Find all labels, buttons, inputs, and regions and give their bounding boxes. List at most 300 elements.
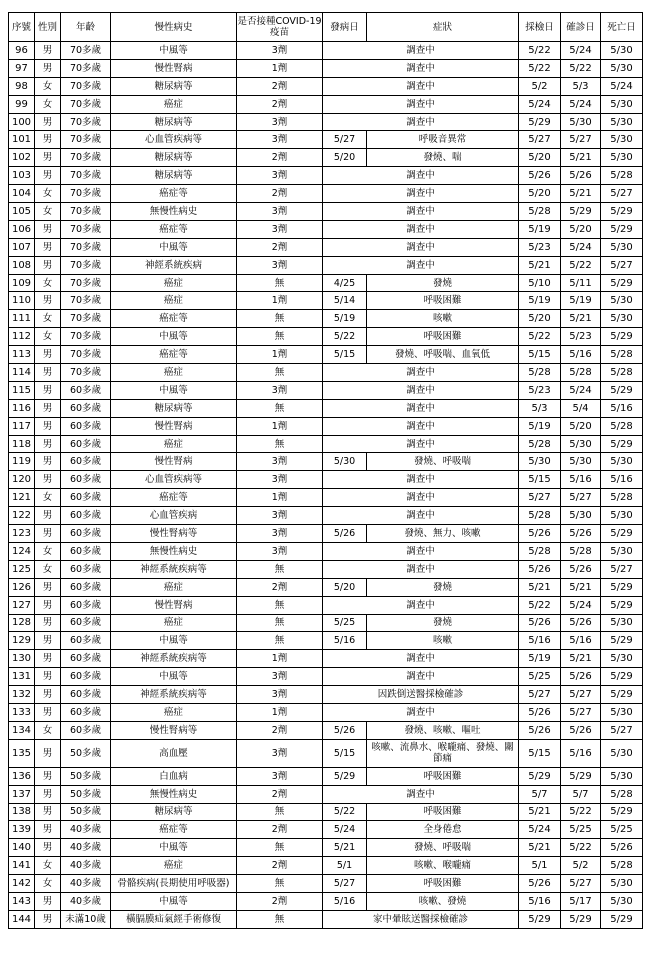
cell-vaccine: 2劑 — [237, 857, 323, 875]
cell-onset: 5/27 — [323, 131, 367, 149]
cell-onset: 5/26 — [323, 721, 367, 739]
cell-diagnosis: 5/22 — [561, 803, 601, 821]
cell-index: 135 — [9, 739, 35, 767]
cell-history: 中風等 — [111, 328, 237, 346]
cell-sex: 男 — [35, 767, 61, 785]
cell-sampling: 5/19 — [519, 220, 561, 238]
cell-diagnosis: 5/7 — [561, 785, 601, 803]
cell-death: 5/29 — [601, 578, 643, 596]
cell-sex: 女 — [35, 77, 61, 95]
cell-sampling: 5/26 — [519, 167, 561, 185]
cell-diagnosis: 5/30 — [561, 113, 601, 131]
cell-diagnosis: 5/26 — [561, 560, 601, 578]
cell-sampling: 5/27 — [519, 686, 561, 704]
table-row — [9, 560, 643, 578]
header-cell-age: 年齡 — [61, 13, 111, 42]
cell-symptoms: 咳嗽、流鼻水、喉嚨痛、發燒、關節痛 — [367, 739, 519, 767]
table-row — [9, 131, 643, 149]
cell-sex: 女 — [35, 310, 61, 328]
cell-vaccine: 3劑 — [237, 42, 323, 60]
cell-age: 40多歲 — [61, 839, 111, 857]
cell-diagnosis: 5/4 — [561, 399, 601, 417]
cell-age: 60多歲 — [61, 596, 111, 614]
cell-sex: 男 — [35, 785, 61, 803]
cell-symptoms: 調查中 — [323, 238, 519, 256]
cell-symptoms: 呼吸困難 — [367, 803, 519, 821]
cell-sex: 男 — [35, 650, 61, 668]
cell-diagnosis: 5/16 — [561, 346, 601, 364]
table-row — [9, 113, 643, 131]
table-row — [9, 650, 643, 668]
cell-sampling: 5/22 — [519, 42, 561, 60]
cell-onset: 5/29 — [323, 767, 367, 785]
cell-history: 神經系統疾病等 — [111, 686, 237, 704]
cell-vaccine: 3劑 — [237, 381, 323, 399]
cell-death: 5/28 — [601, 167, 643, 185]
cell-history: 慢性腎病 — [111, 453, 237, 471]
cell-index: 125 — [9, 560, 35, 578]
cell-history: 癌症 — [111, 292, 237, 310]
cell-sex: 男 — [35, 346, 61, 364]
table-row — [9, 668, 643, 686]
cell-age: 70多歲 — [61, 292, 111, 310]
cell-sampling: 5/29 — [519, 767, 561, 785]
cell-death: 5/28 — [601, 785, 643, 803]
table-row — [9, 364, 643, 382]
cell-sampling: 5/20 — [519, 149, 561, 167]
table-row — [9, 453, 643, 471]
cell-death: 5/29 — [601, 203, 643, 221]
cell-age: 70多歲 — [61, 364, 111, 382]
table-row — [9, 203, 643, 221]
cell-death: 5/29 — [601, 596, 643, 614]
cell-death: 5/30 — [601, 131, 643, 149]
cell-sex: 女 — [35, 274, 61, 292]
cell-vaccine: 無 — [237, 364, 323, 382]
cell-symptoms: 呼吸困難 — [367, 875, 519, 893]
cell-sampling: 5/20 — [519, 185, 561, 203]
cell-symptoms: 調查中 — [323, 650, 519, 668]
cell-sex: 男 — [35, 59, 61, 77]
cell-diagnosis: 5/28 — [561, 542, 601, 560]
cell-symptoms: 呼吸困難 — [367, 292, 519, 310]
cell-diagnosis: 5/19 — [561, 292, 601, 310]
cell-onset: 5/26 — [323, 525, 367, 543]
cell-death: 5/29 — [601, 274, 643, 292]
cell-symptoms: 咳嗽 — [367, 310, 519, 328]
cell-onset: 5/30 — [323, 453, 367, 471]
cell-sampling: 5/15 — [519, 471, 561, 489]
cell-vaccine: 1劑 — [237, 59, 323, 77]
table-row — [9, 95, 643, 113]
cell-death: 5/29 — [601, 435, 643, 453]
cell-age: 60多歲 — [61, 542, 111, 560]
cell-death: 5/30 — [601, 614, 643, 632]
cell-onset: 5/21 — [323, 839, 367, 857]
cell-diagnosis: 5/2 — [561, 857, 601, 875]
cell-death: 5/29 — [601, 632, 643, 650]
cell-history: 慢性腎病 — [111, 596, 237, 614]
cell-age: 70多歲 — [61, 346, 111, 364]
cell-onset: 5/24 — [323, 821, 367, 839]
table-row — [9, 471, 643, 489]
cell-sex: 男 — [35, 578, 61, 596]
cell-age: 60多歲 — [61, 453, 111, 471]
cell-index: 107 — [9, 238, 35, 256]
cell-diagnosis: 5/21 — [561, 310, 601, 328]
cell-vaccine: 2劑 — [237, 185, 323, 203]
cell-death: 5/24 — [601, 77, 643, 95]
cell-death: 5/28 — [601, 857, 643, 875]
cell-history: 心血管疾病等 — [111, 471, 237, 489]
table-row — [9, 77, 643, 95]
cell-death: 5/25 — [601, 821, 643, 839]
cell-vaccine: 1劑 — [237, 703, 323, 721]
cell-death: 5/29 — [601, 910, 643, 928]
cell-symptoms: 調查中 — [323, 542, 519, 560]
table-row — [9, 910, 643, 928]
cell-age: 70多歲 — [61, 310, 111, 328]
cell-vaccine: 3劑 — [237, 220, 323, 238]
cell-index: 110 — [9, 292, 35, 310]
cell-vaccine: 無 — [237, 839, 323, 857]
cell-sampling: 5/30 — [519, 453, 561, 471]
cell-age: 40多歲 — [61, 875, 111, 893]
cell-index: 108 — [9, 256, 35, 274]
cell-index: 103 — [9, 167, 35, 185]
cell-index: 97 — [9, 59, 35, 77]
cell-age: 60多歲 — [61, 721, 111, 739]
cell-index: 119 — [9, 453, 35, 471]
cell-history: 白血病 — [111, 767, 237, 785]
cell-sampling: 5/21 — [519, 839, 561, 857]
table-row — [9, 857, 643, 875]
cell-history: 中風等 — [111, 839, 237, 857]
cell-onset: 5/20 — [323, 149, 367, 167]
cell-symptoms: 呼吸困難 — [367, 328, 519, 346]
cell-death: 5/30 — [601, 892, 643, 910]
cell-symptoms: 調查中 — [323, 256, 519, 274]
cell-sampling: 5/23 — [519, 238, 561, 256]
cell-death: 5/16 — [601, 399, 643, 417]
cell-index: 117 — [9, 417, 35, 435]
cell-diagnosis: 5/21 — [561, 149, 601, 167]
cell-history: 慢性腎病 — [111, 59, 237, 77]
cell-symptoms: 發燒 — [367, 578, 519, 596]
cell-diagnosis: 5/27 — [561, 686, 601, 704]
cell-death: 5/30 — [601, 650, 643, 668]
cell-vaccine: 1劑 — [237, 650, 323, 668]
table-row — [9, 274, 643, 292]
cell-index: 129 — [9, 632, 35, 650]
cell-symptoms: 調查中 — [323, 596, 519, 614]
cell-diagnosis: 5/30 — [561, 507, 601, 525]
cell-history: 神經系統疾病等 — [111, 560, 237, 578]
cell-symptoms: 調查中 — [323, 220, 519, 238]
table-row — [9, 417, 643, 435]
cell-vaccine: 無 — [237, 328, 323, 346]
table-row — [9, 59, 643, 77]
cell-sampling: 5/26 — [519, 721, 561, 739]
cell-age: 60多歲 — [61, 686, 111, 704]
cell-vaccine: 2劑 — [237, 892, 323, 910]
cell-index: 137 — [9, 785, 35, 803]
cell-death: 5/30 — [601, 453, 643, 471]
cell-death: 5/27 — [601, 185, 643, 203]
cell-sex: 男 — [35, 821, 61, 839]
cell-sex: 女 — [35, 857, 61, 875]
cell-sampling: 5/22 — [519, 59, 561, 77]
cell-death: 5/30 — [601, 875, 643, 893]
cell-sampling: 5/7 — [519, 785, 561, 803]
cell-symptoms: 調查中 — [323, 399, 519, 417]
cell-death: 5/29 — [601, 686, 643, 704]
cell-history: 中風等 — [111, 42, 237, 60]
cell-history: 心血管疾病 — [111, 507, 237, 525]
cell-death: 5/30 — [601, 767, 643, 785]
cell-vaccine: 無 — [237, 560, 323, 578]
cell-diagnosis: 5/24 — [561, 42, 601, 60]
table-row — [9, 310, 643, 328]
cell-sampling: 5/26 — [519, 525, 561, 543]
cell-diagnosis: 5/24 — [561, 238, 601, 256]
cell-vaccine: 3劑 — [237, 167, 323, 185]
cell-diagnosis: 5/16 — [561, 632, 601, 650]
cell-onset: 5/22 — [323, 328, 367, 346]
cell-vaccine: 3劑 — [237, 525, 323, 543]
cell-sampling: 5/20 — [519, 310, 561, 328]
cell-vaccine: 無 — [237, 803, 323, 821]
cell-index: 143 — [9, 892, 35, 910]
table-row — [9, 596, 643, 614]
header-cell-death: 死亡日 — [601, 13, 643, 42]
cell-diagnosis: 5/3 — [561, 77, 601, 95]
cell-sex: 男 — [35, 399, 61, 417]
table-row — [9, 220, 643, 238]
cell-history: 神經系統疾病 — [111, 256, 237, 274]
cell-onset: 5/1 — [323, 857, 367, 875]
cell-history: 無慢性病史 — [111, 785, 237, 803]
table-row — [9, 399, 643, 417]
cell-age: 70多歲 — [61, 203, 111, 221]
cell-history: 神經系統疾病等 — [111, 650, 237, 668]
cell-symptoms: 調查中 — [323, 113, 519, 131]
cell-vaccine: 3劑 — [237, 131, 323, 149]
cell-age: 60多歲 — [61, 632, 111, 650]
cell-vaccine: 1劑 — [237, 417, 323, 435]
cell-age: 60多歲 — [61, 650, 111, 668]
cell-sampling: 5/26 — [519, 703, 561, 721]
cell-sampling: 5/16 — [519, 892, 561, 910]
cell-sex: 女 — [35, 721, 61, 739]
table-row — [9, 821, 643, 839]
cell-index: 139 — [9, 821, 35, 839]
cell-history: 癌症 — [111, 614, 237, 632]
cell-onset: 4/25 — [323, 274, 367, 292]
cell-sampling: 5/19 — [519, 650, 561, 668]
cell-index: 144 — [9, 910, 35, 928]
cell-vaccine: 3劑 — [237, 203, 323, 221]
cell-sampling: 5/3 — [519, 399, 561, 417]
cell-age: 70多歲 — [61, 113, 111, 131]
cell-symptoms: 調查中 — [323, 77, 519, 95]
cell-diagnosis: 5/24 — [561, 95, 601, 113]
table-row — [9, 542, 643, 560]
cell-sampling: 5/29 — [519, 910, 561, 928]
cell-index: 134 — [9, 721, 35, 739]
cell-age: 60多歲 — [61, 703, 111, 721]
cell-age: 60多歲 — [61, 489, 111, 507]
table-row — [9, 185, 643, 203]
cell-history: 骨骼疾病(長期使用呼吸器) — [111, 875, 237, 893]
cell-index: 131 — [9, 668, 35, 686]
table-row — [9, 578, 643, 596]
table-row — [9, 507, 643, 525]
cell-sex: 男 — [35, 453, 61, 471]
cell-sex: 男 — [35, 596, 61, 614]
table-row — [9, 632, 643, 650]
cell-history: 癌症 — [111, 274, 237, 292]
cell-symptoms: 家中暈眩送醫採檢確診 — [323, 910, 519, 928]
cell-symptoms: 咳嗽、喉嚨痛 — [367, 857, 519, 875]
cell-history: 糖尿病等 — [111, 113, 237, 131]
cell-age: 70多歲 — [61, 42, 111, 60]
cell-age: 40多歲 — [61, 892, 111, 910]
cell-sex: 男 — [35, 149, 61, 167]
cell-death: 5/28 — [601, 364, 643, 382]
cell-index: 133 — [9, 703, 35, 721]
cell-history: 癌症 — [111, 95, 237, 113]
cell-symptoms: 調查中 — [323, 42, 519, 60]
cell-diagnosis: 5/30 — [561, 435, 601, 453]
cell-death: 5/29 — [601, 668, 643, 686]
cell-death: 5/30 — [601, 149, 643, 167]
cell-vaccine: 無 — [237, 310, 323, 328]
cell-age: 70多歲 — [61, 77, 111, 95]
cell-vaccine: 3劑 — [237, 767, 323, 785]
cell-sampling: 5/28 — [519, 203, 561, 221]
cell-symptoms: 發燒、無力、咳嗽 — [367, 525, 519, 543]
cell-index: 128 — [9, 614, 35, 632]
cell-sex: 男 — [35, 220, 61, 238]
cell-history: 癌症 — [111, 364, 237, 382]
cell-sampling: 5/26 — [519, 614, 561, 632]
cell-index: 101 — [9, 131, 35, 149]
cell-sex: 女 — [35, 489, 61, 507]
cell-symptoms: 發燒、咳嗽、嘔吐 — [367, 721, 519, 739]
cell-diagnosis: 5/21 — [561, 185, 601, 203]
cell-history: 高血壓 — [111, 739, 237, 767]
header-row — [9, 13, 643, 42]
cell-age: 60多歲 — [61, 507, 111, 525]
cell-vaccine: 3劑 — [237, 668, 323, 686]
cell-symptoms: 發燒 — [367, 614, 519, 632]
cell-symptoms: 呼吸音異常 — [367, 131, 519, 149]
cell-diagnosis: 5/22 — [561, 839, 601, 857]
cell-death: 5/30 — [601, 507, 643, 525]
cell-age: 70多歲 — [61, 274, 111, 292]
cell-sampling: 5/10 — [519, 274, 561, 292]
cell-sampling: 5/15 — [519, 739, 561, 767]
cell-vaccine: 無 — [237, 596, 323, 614]
table-row — [9, 803, 643, 821]
cell-sex: 男 — [35, 803, 61, 821]
cell-symptoms: 調查中 — [323, 95, 519, 113]
table-row — [9, 785, 643, 803]
cell-history: 糖尿病等 — [111, 77, 237, 95]
cell-age: 60多歲 — [61, 435, 111, 453]
cell-index: 127 — [9, 596, 35, 614]
cell-index: 140 — [9, 839, 35, 857]
cell-history: 糖尿病等 — [111, 399, 237, 417]
cell-death: 5/30 — [601, 310, 643, 328]
cell-diagnosis: 5/24 — [561, 381, 601, 399]
cell-age: 60多歲 — [61, 525, 111, 543]
cell-age: 60多歲 — [61, 417, 111, 435]
cell-history: 癌症 — [111, 435, 237, 453]
table-row — [9, 292, 643, 310]
cell-sampling: 5/21 — [519, 256, 561, 274]
cell-history: 慢性腎病 — [111, 417, 237, 435]
table-row — [9, 839, 643, 857]
cell-vaccine: 2劑 — [237, 721, 323, 739]
table-row — [9, 381, 643, 399]
table-body — [9, 42, 643, 929]
cell-sampling: 5/27 — [519, 489, 561, 507]
cell-index: 122 — [9, 507, 35, 525]
cell-diagnosis: 5/29 — [561, 203, 601, 221]
cell-index: 141 — [9, 857, 35, 875]
table-row — [9, 328, 643, 346]
cell-vaccine: 3劑 — [237, 113, 323, 131]
cell-symptoms: 調查中 — [323, 703, 519, 721]
cell-history: 癌症等 — [111, 821, 237, 839]
cell-index: 111 — [9, 310, 35, 328]
cell-onset: 5/25 — [323, 614, 367, 632]
case-table — [8, 12, 643, 929]
cell-sex: 男 — [35, 471, 61, 489]
cell-history: 中風等 — [111, 238, 237, 256]
cell-index: 113 — [9, 346, 35, 364]
cell-index: 124 — [9, 542, 35, 560]
cell-onset: 5/22 — [323, 803, 367, 821]
cell-age: 40多歲 — [61, 821, 111, 839]
cell-diagnosis: 5/26 — [561, 721, 601, 739]
cell-sampling: 5/21 — [519, 578, 561, 596]
cell-age: 未滿10歲 — [61, 910, 111, 928]
cell-history: 中風等 — [111, 892, 237, 910]
cell-sex: 男 — [35, 739, 61, 767]
table-row — [9, 167, 643, 185]
cell-diagnosis: 5/22 — [561, 59, 601, 77]
cell-index: 116 — [9, 399, 35, 417]
cell-vaccine: 2劑 — [237, 77, 323, 95]
cell-symptoms: 調查中 — [323, 185, 519, 203]
cell-vaccine: 無 — [237, 910, 323, 928]
cell-history: 糖尿病等 — [111, 167, 237, 185]
cell-death: 5/30 — [601, 113, 643, 131]
cell-diagnosis: 5/29 — [561, 910, 601, 928]
cell-history: 糖尿病等 — [111, 149, 237, 167]
cell-diagnosis: 5/21 — [561, 650, 601, 668]
cell-age: 50多歲 — [61, 739, 111, 767]
cell-vaccine: 2劑 — [237, 149, 323, 167]
cell-symptoms: 發燒 — [367, 274, 519, 292]
cell-onset: 5/16 — [323, 632, 367, 650]
cell-diagnosis: 5/27 — [561, 875, 601, 893]
cell-symptoms: 呼吸困難 — [367, 767, 519, 785]
cell-sex: 女 — [35, 542, 61, 560]
